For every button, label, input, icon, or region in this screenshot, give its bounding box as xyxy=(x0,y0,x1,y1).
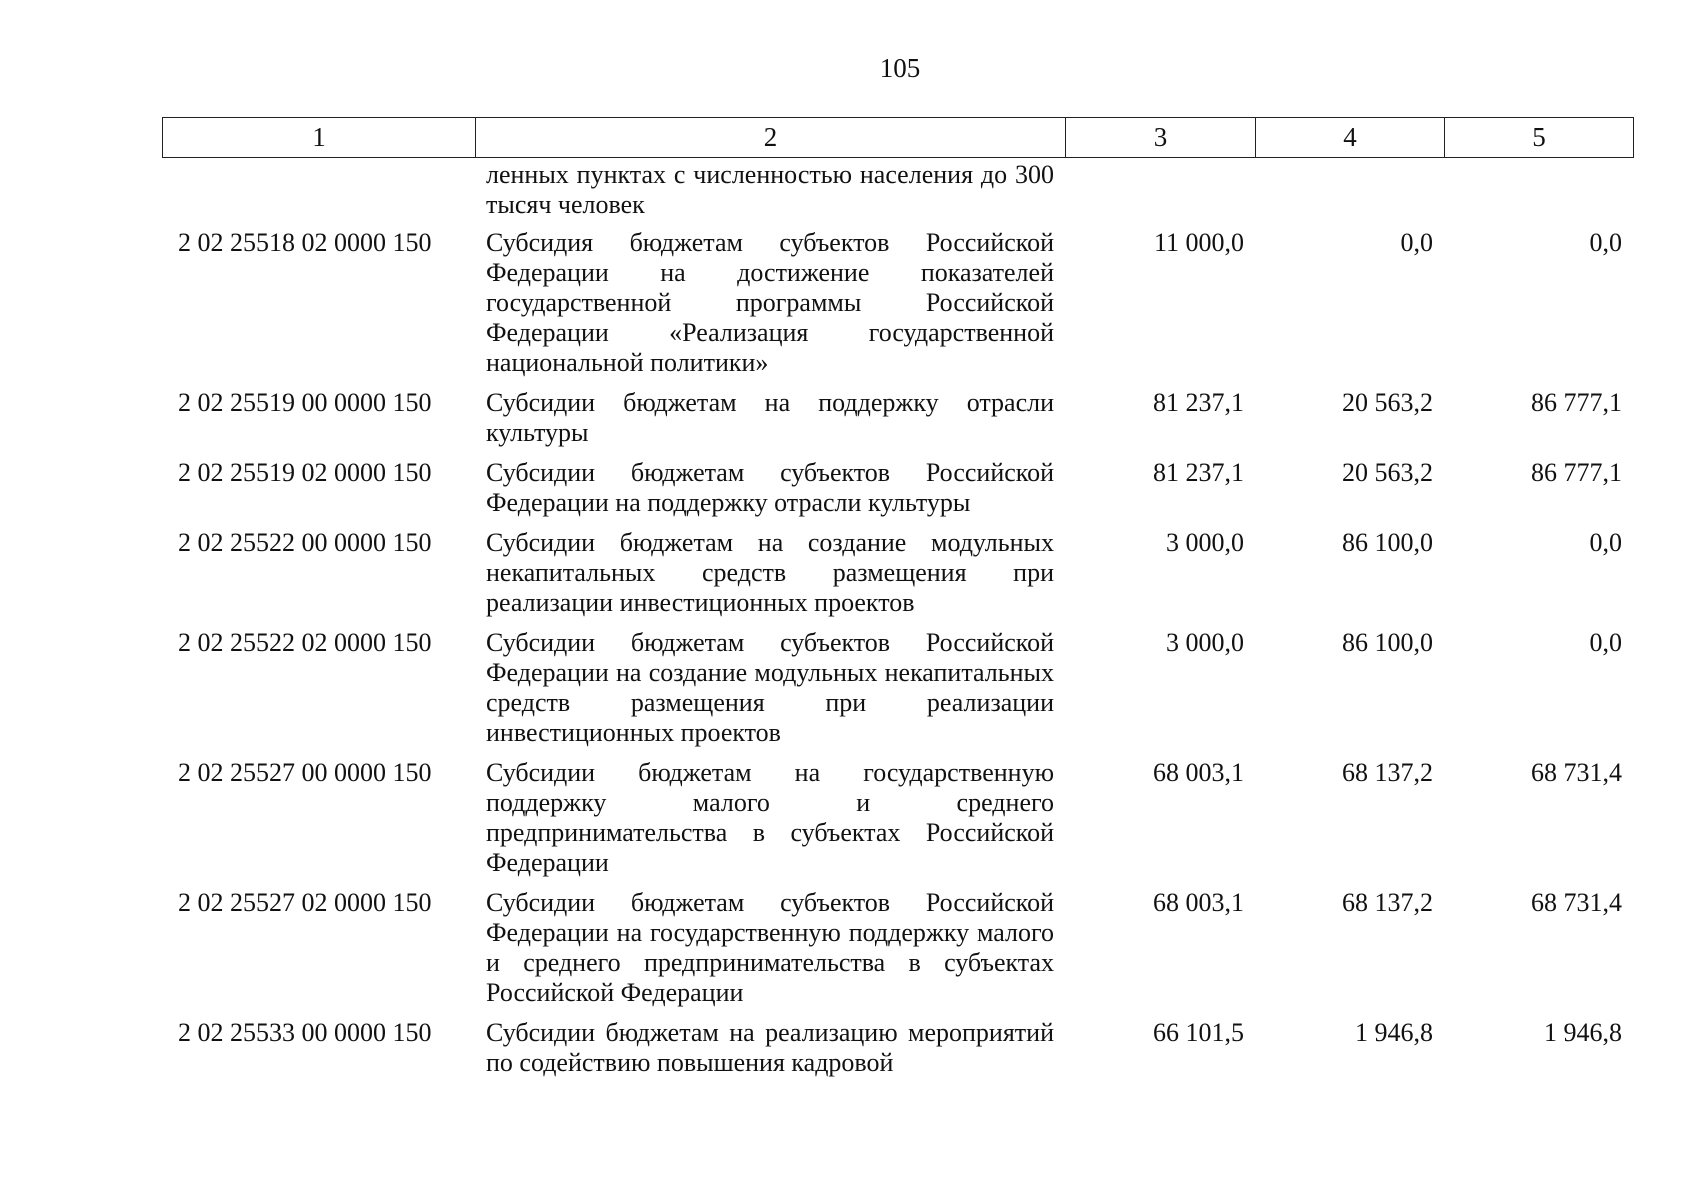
code-cell: 2 02 25519 00 0000 150 xyxy=(178,388,432,417)
header-cell-1: 1 xyxy=(163,118,476,158)
name-cell: Субсидии бюджетам на реализацию мероприятий по содействию повышения кадровой xyxy=(486,1018,1054,1077)
value-col3-cell: 81 237,1 xyxy=(1153,388,1244,417)
name-cell: Субсидия бюджетам субъектов Российской Федерации на достижение показателей государственной программы Российской Федерации «Реализация государственной национальной политики» xyxy=(486,228,1054,377)
table-body xyxy=(162,160,1633,1088)
value-col3-cell xyxy=(1065,160,1255,228)
value-col5-cell: 86 777,1 xyxy=(1531,388,1622,417)
value-col3-cell: 3 000,0 xyxy=(1166,528,1244,557)
name-cell: Субсидии бюджетам на создание модульных некапитальных средств размещения при реализации инвестиционных проектов xyxy=(486,528,1054,617)
name-cell: Субсидии бюджетам субъектов Российской Федерации на государственную поддержку малого и среднего предпринимательства в субъектах Российской Федерации xyxy=(486,888,1054,1007)
value-col4-cell: 20 563,2 xyxy=(1342,458,1433,487)
name-cell: Субсидии бюджетам на государственную поддержку малого и среднего предпринимательства в субъектах Российской Федерации xyxy=(486,758,1054,877)
table-row xyxy=(162,228,1633,388)
value-col3-cell: 68 003,1 xyxy=(1153,758,1244,787)
value-col4-cell: 1 946,8 xyxy=(1355,1018,1433,1047)
value-col5-cell: 0,0 xyxy=(1589,528,1622,557)
table-row xyxy=(162,628,1633,758)
table-row xyxy=(162,388,1633,458)
table-row xyxy=(162,1018,1633,1088)
value-col3-cell: 3 000,0 xyxy=(1166,628,1244,657)
table-row xyxy=(162,888,1633,1018)
value-col5-cell: 0,0 xyxy=(1589,228,1622,257)
value-col4-cell: 20 563,2 xyxy=(1342,388,1433,417)
header-cell-4: 4 xyxy=(1256,118,1445,158)
table-row xyxy=(162,528,1633,628)
value-col5-cell xyxy=(1444,160,1633,228)
value-col3-cell: 66 101,5 xyxy=(1153,1018,1244,1047)
header-cell-3: 3 xyxy=(1066,118,1256,158)
header-row xyxy=(163,118,1634,158)
table-header xyxy=(162,117,1634,158)
name-cell: Субсидии бюджетам на поддержку отрасли культуры xyxy=(486,388,1054,447)
code-cell: 2 02 25519 02 0000 150 xyxy=(178,458,432,487)
value-col5-cell: 68 731,4 xyxy=(1531,758,1622,787)
value-col5-cell: 86 777,1 xyxy=(1531,458,1622,487)
code-cell xyxy=(162,160,475,228)
code-cell: 2 02 25522 02 0000 150 xyxy=(178,628,432,657)
name-cell: Субсидии бюджетам субъектов Российской Федерации на поддержку отрасли культуры xyxy=(486,458,1054,517)
name-cell: ленных пунктах с численностью населения до 300 тысяч человек xyxy=(486,160,1054,219)
code-cell: 2 02 25527 02 0000 150 xyxy=(178,888,432,917)
header-cell-2: 2 xyxy=(476,118,1066,158)
name-cell: Субсидии бюджетам субъектов Российской Федерации на создание модульных некапитальных средств размещения при реализации инвестиционных проектов xyxy=(486,628,1054,747)
value-col5-cell: 68 731,4 xyxy=(1531,888,1622,917)
code-cell: 2 02 25527 00 0000 150 xyxy=(178,758,432,787)
value-col4-cell: 86 100,0 xyxy=(1342,528,1433,557)
page-number: 105 xyxy=(879,53,921,83)
value-col4-cell xyxy=(1255,160,1444,228)
code-cell: 2 02 25518 02 0000 150 xyxy=(178,228,432,257)
value-col5-cell: 1 946,8 xyxy=(1544,1018,1622,1047)
code-cell: 2 02 25522 00 0000 150 xyxy=(178,528,432,557)
table-row xyxy=(162,160,1633,228)
value-col4-cell: 0,0 xyxy=(1400,228,1433,257)
budget-table xyxy=(162,160,1633,1088)
value-col3-cell: 11 000,0 xyxy=(1153,228,1244,257)
table-row xyxy=(162,458,1633,528)
value-col4-cell: 68 137,2 xyxy=(1342,888,1433,917)
header-cell-5: 5 xyxy=(1445,118,1634,158)
value-col4-cell: 68 137,2 xyxy=(1342,758,1433,787)
code-cell: 2 02 25533 00 0000 150 xyxy=(178,1018,432,1047)
value-col3-cell: 81 237,1 xyxy=(1153,458,1244,487)
value-col5-cell: 0,0 xyxy=(1589,628,1622,657)
table-row xyxy=(162,758,1633,888)
value-col3-cell: 68 003,1 xyxy=(1153,888,1244,917)
value-col4-cell: 86 100,0 xyxy=(1342,628,1433,657)
